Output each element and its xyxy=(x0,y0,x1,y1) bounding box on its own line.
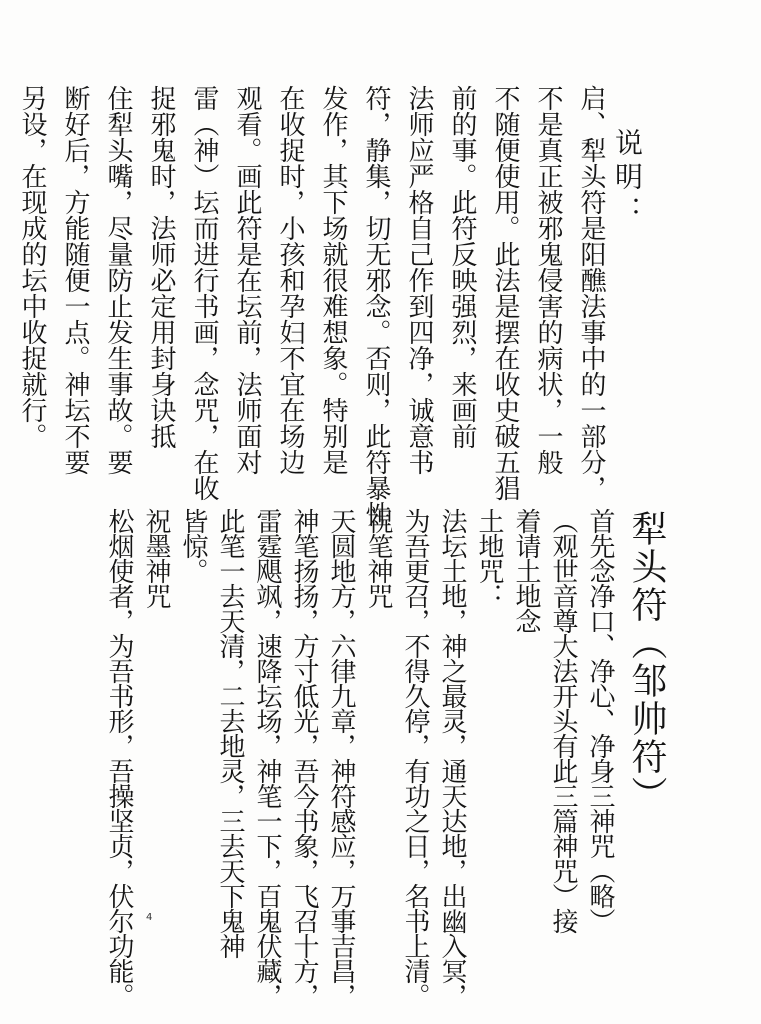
talisman-heading: 犁头符（邹帅符） xyxy=(626,510,667,814)
page-number: 4 xyxy=(146,912,153,923)
explanation-heading: 说明： xyxy=(611,128,644,230)
incantation-body: 首先念净口、净心、净身三神咒（略） （观世音尊大法开头有此三篇神咒）接 着请土地念 土地咒： 法坛土地，神之最灵，通天达地，出幽入冥， 为吾更召，不得久停，有功之日，名书上清。 祝笔神咒 天圆地方，六律九章，神符感应，万事吉昌， 神笔扬扬，方寸低光，吾今书象，飞召十方， 雷霆飓飒，速降坛场，神笔一下，百鬼伏藏， 此笔一去天清，二去地灵，三去天下鬼神 皆惊。 祝墨神咒 松烟使者，为吾书形，吾操坚贞，伏尔功能。 xyxy=(104,508,615,1008)
explanation-body: 启、犁头符是阳醮法事中的一部分， 不是真正被邪鬼侵害的病状，一般 不随便使用。此法是摆在收史破五猖 前的事。此符反映强烈，来画前 法师应严格自己作到四净，诚意书 符，静集，切无邪念。否则，此符暴性 发作，其下场就很难想象。特别是 在收捉时，小孩和孕妇不宜在场边 观看。画此符是在坛前，法师面对 雷（神）坛而进行书画，念咒，在收 捉邪鬼时，法师必定用封身诀抵 住犁头嘴，尽量防止发生事故。要 断好后，方能随便一点。神坛不要 另设，在现成的坛中收捉就行。 xyxy=(17,85,606,527)
